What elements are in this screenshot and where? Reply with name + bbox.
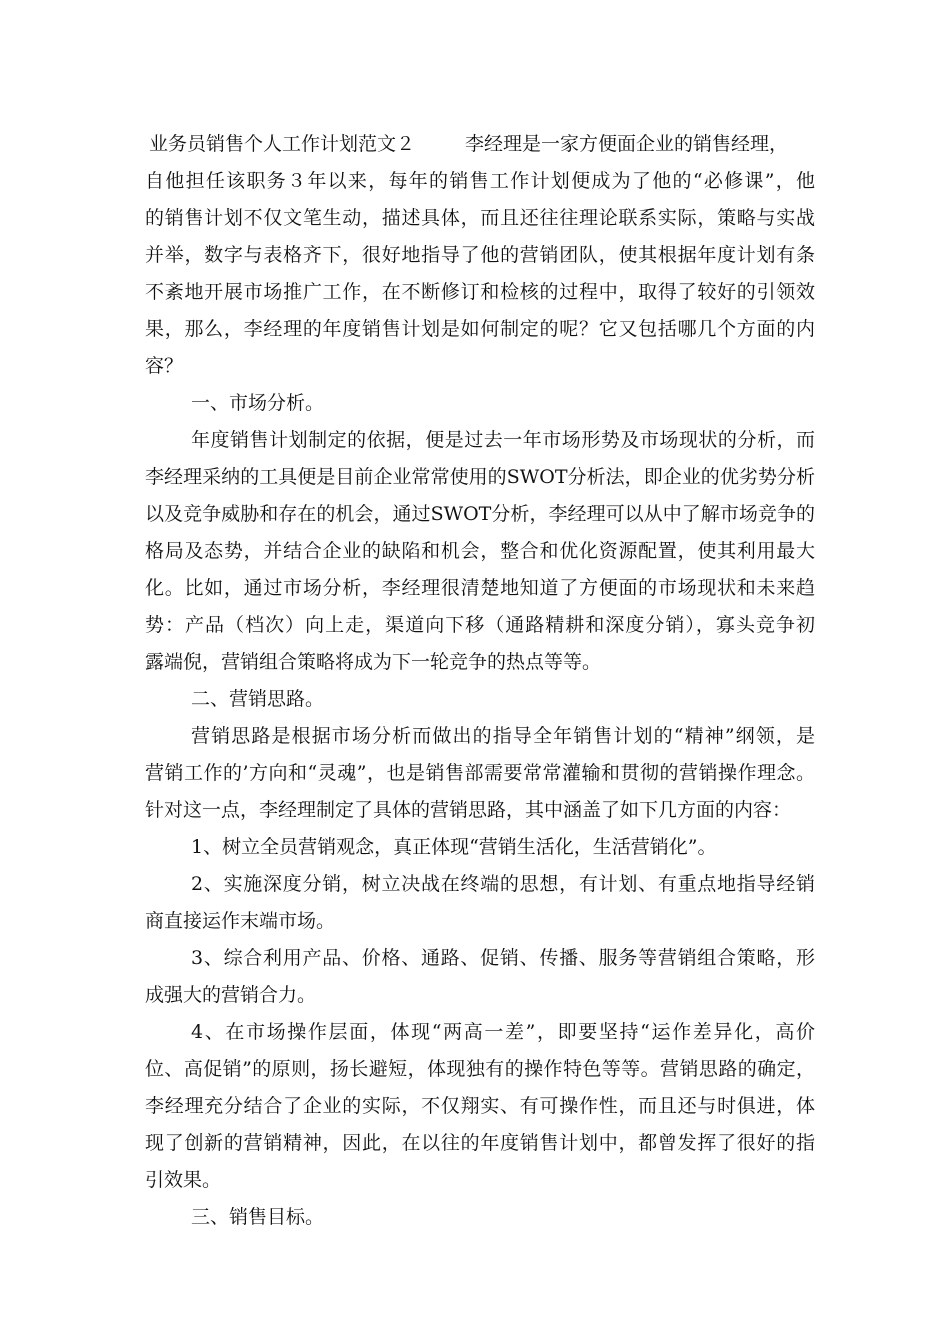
list-item-line: 引效果。 — [145, 1169, 222, 1191]
section-heading-marketing-strategy: 二、营销思路。 — [191, 688, 325, 710]
intro-line: 容？ — [145, 355, 184, 377]
list-item-line: 位、高促销”的原则，扬长避短，体现独有的操作特色等等。营销思路的确定， — [145, 1058, 815, 1080]
intro-line: 的销售计划不仅文笔生动，描述具体，而且还往往理论联系实际，策略与实战 — [145, 207, 815, 229]
paragraph-line: 露端倪，营销组合策略将成为下一轮竞争的热点等等。 — [145, 651, 602, 673]
intro-line: 不紊地开展市场推广工作，在不断修订和检核的过程中，取得了较好的引领效 — [145, 281, 815, 303]
intro-lead-text: 李经理是一家方便面企业的销售经理， — [465, 133, 789, 155]
list-item-line: 4、在市场操作层面，体现“两高一差”，即要坚持“运作差异化，高价 — [191, 1021, 815, 1043]
list-item-line: 2、实施深度分销，树立决战在终端的思想，有计划、有重点地指导经销 — [191, 873, 815, 895]
intro-line: 果，那么，李经理的年度销售计划是如何制定的呢？它又包括哪几个方面的内 — [145, 318, 815, 340]
document-body — [145, 126, 815, 1236]
section-heading-market-analysis: 一、市场分析。 — [191, 392, 325, 414]
title-line — [145, 126, 815, 163]
paragraph-line: 年度销售计划制定的依据，便是过去一年市场形势及市场现状的分析，而 — [191, 429, 815, 451]
list-item-line: 李经理充分结合了企业的实际，不仅翔实、有可操作性，而且还与时俱进，体 — [145, 1095, 815, 1117]
paragraph-line: 针对这一点，李经理制定了具体的营销思路，其中涵盖了如下几方面的内容： — [145, 799, 792, 821]
paragraph-line: 化。比如，通过市场分析，李经理很清楚地知道了方便面的市场现状和未来趋 — [145, 577, 815, 599]
paragraph-line: 格局及态势，并结合企业的缺陷和机会，整合和优化资源配置，使其利用最大 — [145, 540, 815, 562]
list-item-line: 3、综合利用产品、价格、通路、促销、传播、服务等营销组合策略，形 — [191, 947, 815, 969]
list-item-line: 成强大的营销合力。 — [145, 984, 317, 1006]
document-title: 业务员销售个人工作计划范文２ — [149, 133, 416, 155]
list-item-line: 1、树立全员营销观念，真正体现“营销生活化，生活营销化”。 — [191, 836, 717, 858]
paragraph-line: 李经理采纳的工具便是目前企业常常使用的SWOT分析法，即企业的优劣势分析 — [145, 466, 815, 488]
intro-line: 自他担任该职务３年以来，每年的销售工作计划便成为了他的“必修课”，他 — [145, 170, 815, 192]
paragraph-line: 势：产品（档次）向上走，渠道向下移（通路精耕和深度分销），寡头竞争初 — [145, 614, 815, 636]
paragraph-line: 营销思路是根据市场分析而做出的指导全年销售计划的“精神”纲领，是 — [191, 725, 815, 747]
intro-line: 并举，数字与表格齐下，很好地指导了他的营销团队，使其根据年度计划有条 — [145, 244, 815, 266]
list-item-line: 现了创新的营销精神，因此，在以往的年度销售计划中，都曾发挥了很好的指 — [145, 1132, 815, 1154]
paragraph-line: 以及竞争威胁和存在的机会，通过SWOT分析，李经理可以从中了解市场竞争的 — [145, 503, 815, 525]
paragraph-line: 营销工作的’方向和“灵魂”，也是销售部需要常常灌输和贯彻的营销操作理念。 — [145, 762, 815, 784]
list-item-line: 商直接运作末端市场。 — [145, 910, 336, 932]
section-heading-sales-target: 三、销售目标。 — [191, 1206, 325, 1228]
